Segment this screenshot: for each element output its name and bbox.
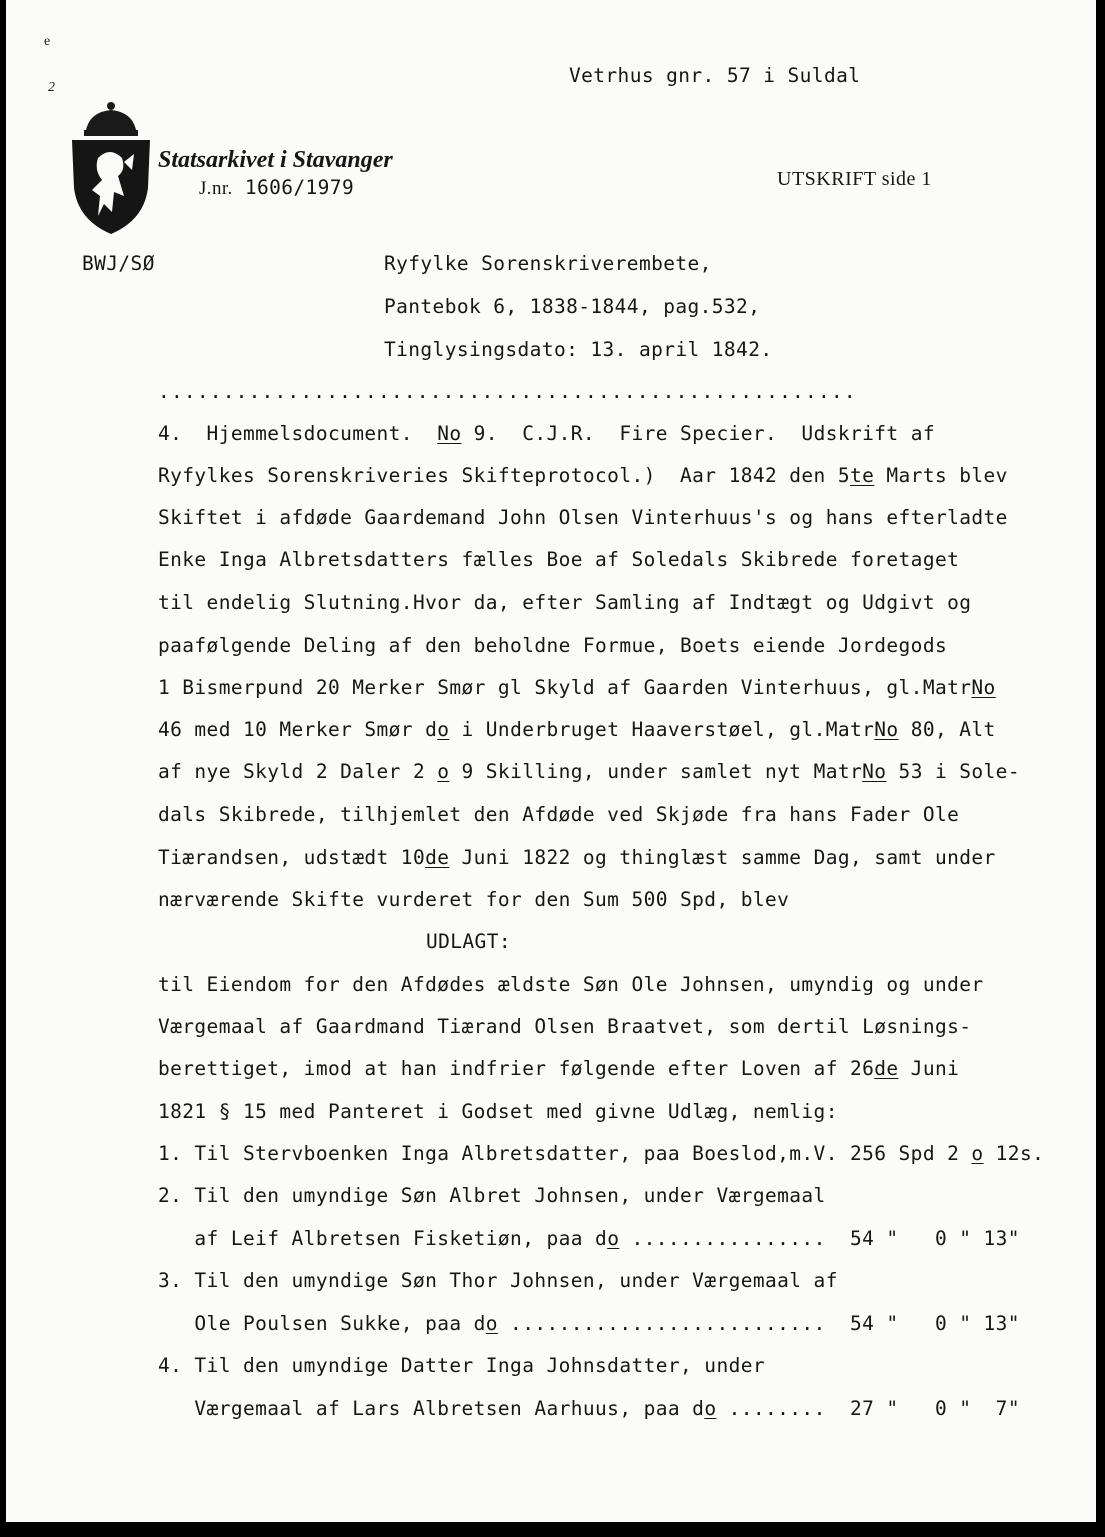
body-line-1: 4. Hjemmelsdocument. No 9. C.J.R. Fire Specier. Udskrift af [158,422,935,445]
divider-dots: ...................................................... [158,380,857,403]
journal-number: 1606/1979 [244,176,355,199]
journal-label: J.nr. [199,178,233,199]
archive-name: Statsarkivet i Stavanger [158,147,393,173]
initials: BWJ/SØ [82,252,155,275]
body-line-5: til endelig Slutning.Hvor da, efter Samling af Indtægt og Udgivt og [158,591,972,614]
list-item-2: 2. Til den umyndige Søn Albret Johnsen, under Værgemaal [158,1184,826,1207]
body-line-17: 1821 § 15 med Panteret i Godset med givne Udlæg, nemlig: [158,1100,838,1123]
journal-number-line [199,176,354,200]
list-item-4: 4. Til den umyndige Datter Inga Johnsdatter, under [158,1354,765,1377]
source-line-2: Pantebok 6, 1838-1844, pag.532, [384,295,761,318]
document-page [6,0,1096,1522]
list-item-3: 3. Til den umyndige Søn Thor Johnsen, under Værgemaal af [158,1269,838,1292]
body-line-3: Skiftet i afdøde Gaardemand John Olsen Vinterhuus's og hans efterladte [158,506,1008,529]
body-line-14: til Eiendom for den Afdødes ældste Søn Ole Johnsen, umyndig og under [158,973,984,996]
norwegian-coat-of-arms-icon [68,100,154,236]
body-line-15: Værgemaal af Gaardmand Tiærand Olsen Braatvet, som dertil Løsnings- [158,1015,972,1038]
print-label: UTSKRIFT side 1 [777,168,932,190]
body-line-8: 46 med 10 Merker Smør do i Underbruget Haaverstøel, gl.MatrNo 80, Alt [158,718,996,741]
body-line-6: paafølgende Deling af den beholdne Formue, Boets eiende Jordegods [158,634,948,657]
list-item-4-continued: Værgemaal af Lars Albretsen Aarhuus, paa do ........ 27 " 0 " 7" [158,1397,1020,1420]
body-line-11: Tiærandsen, udstædt 10de Juni 1822 og thinglæst samme Dag, samt under [158,846,996,869]
farm-reference: Vetrhus gnr. 57 i Suldal [569,64,861,87]
body-line-16: berettiget, imod at han indfrier følgende efter Loven af 26de Juni [158,1057,960,1080]
body-line-12: nærværende Skifte vurderet for den Sum 500 Spd, blev [158,888,790,911]
source-line-3: Tinglysingsdato: 13. april 1842. [384,338,773,361]
source-line-1: Ryfylke Sorenskriverembete, [384,252,712,275]
body-line-10: dals Skibrede, tilhjemlet den Afdøde ved Skjøde fra hans Fader Ole [158,803,960,826]
body-line-4: Enke Inga Albretsdatters fælles Boe af Soledals Skibrede foretaget [158,548,960,571]
list-item-3-continued: Ole Poulsen Sukke, paa do .......................... 54 " 0 " 13" [158,1312,1020,1335]
list-item-2-continued: af Leif Albretsen Fisketiøn, paa do ................ 54 " 0 " 13" [158,1227,1020,1250]
body-line-9: af nye Skyld 2 Daler 2 o 9 Skilling, under samlet nyt MatrNo 53 i Sole- [158,760,1020,783]
body-line-2: Ryfylkes Sorenskriveries Skifteprotocol.) Aar 1842 den 5te Marts blev [158,464,1008,487]
list-item-1: 1. Til Stervboenken Inga Albretsdatter, paa Boeslod,m.V. 256 Spd 2 o 12s. [158,1142,1045,1165]
body-line-7: 1 Bismerpund 20 Merker Smør gl Skyld af Gaarden Vinterhuus, gl.MatrNo [158,676,996,699]
margin-mark-second: 2 [48,80,55,95]
section-heading-udlagt: UDLAGT: [426,930,511,953]
margin-mark-top: e [44,34,51,49]
